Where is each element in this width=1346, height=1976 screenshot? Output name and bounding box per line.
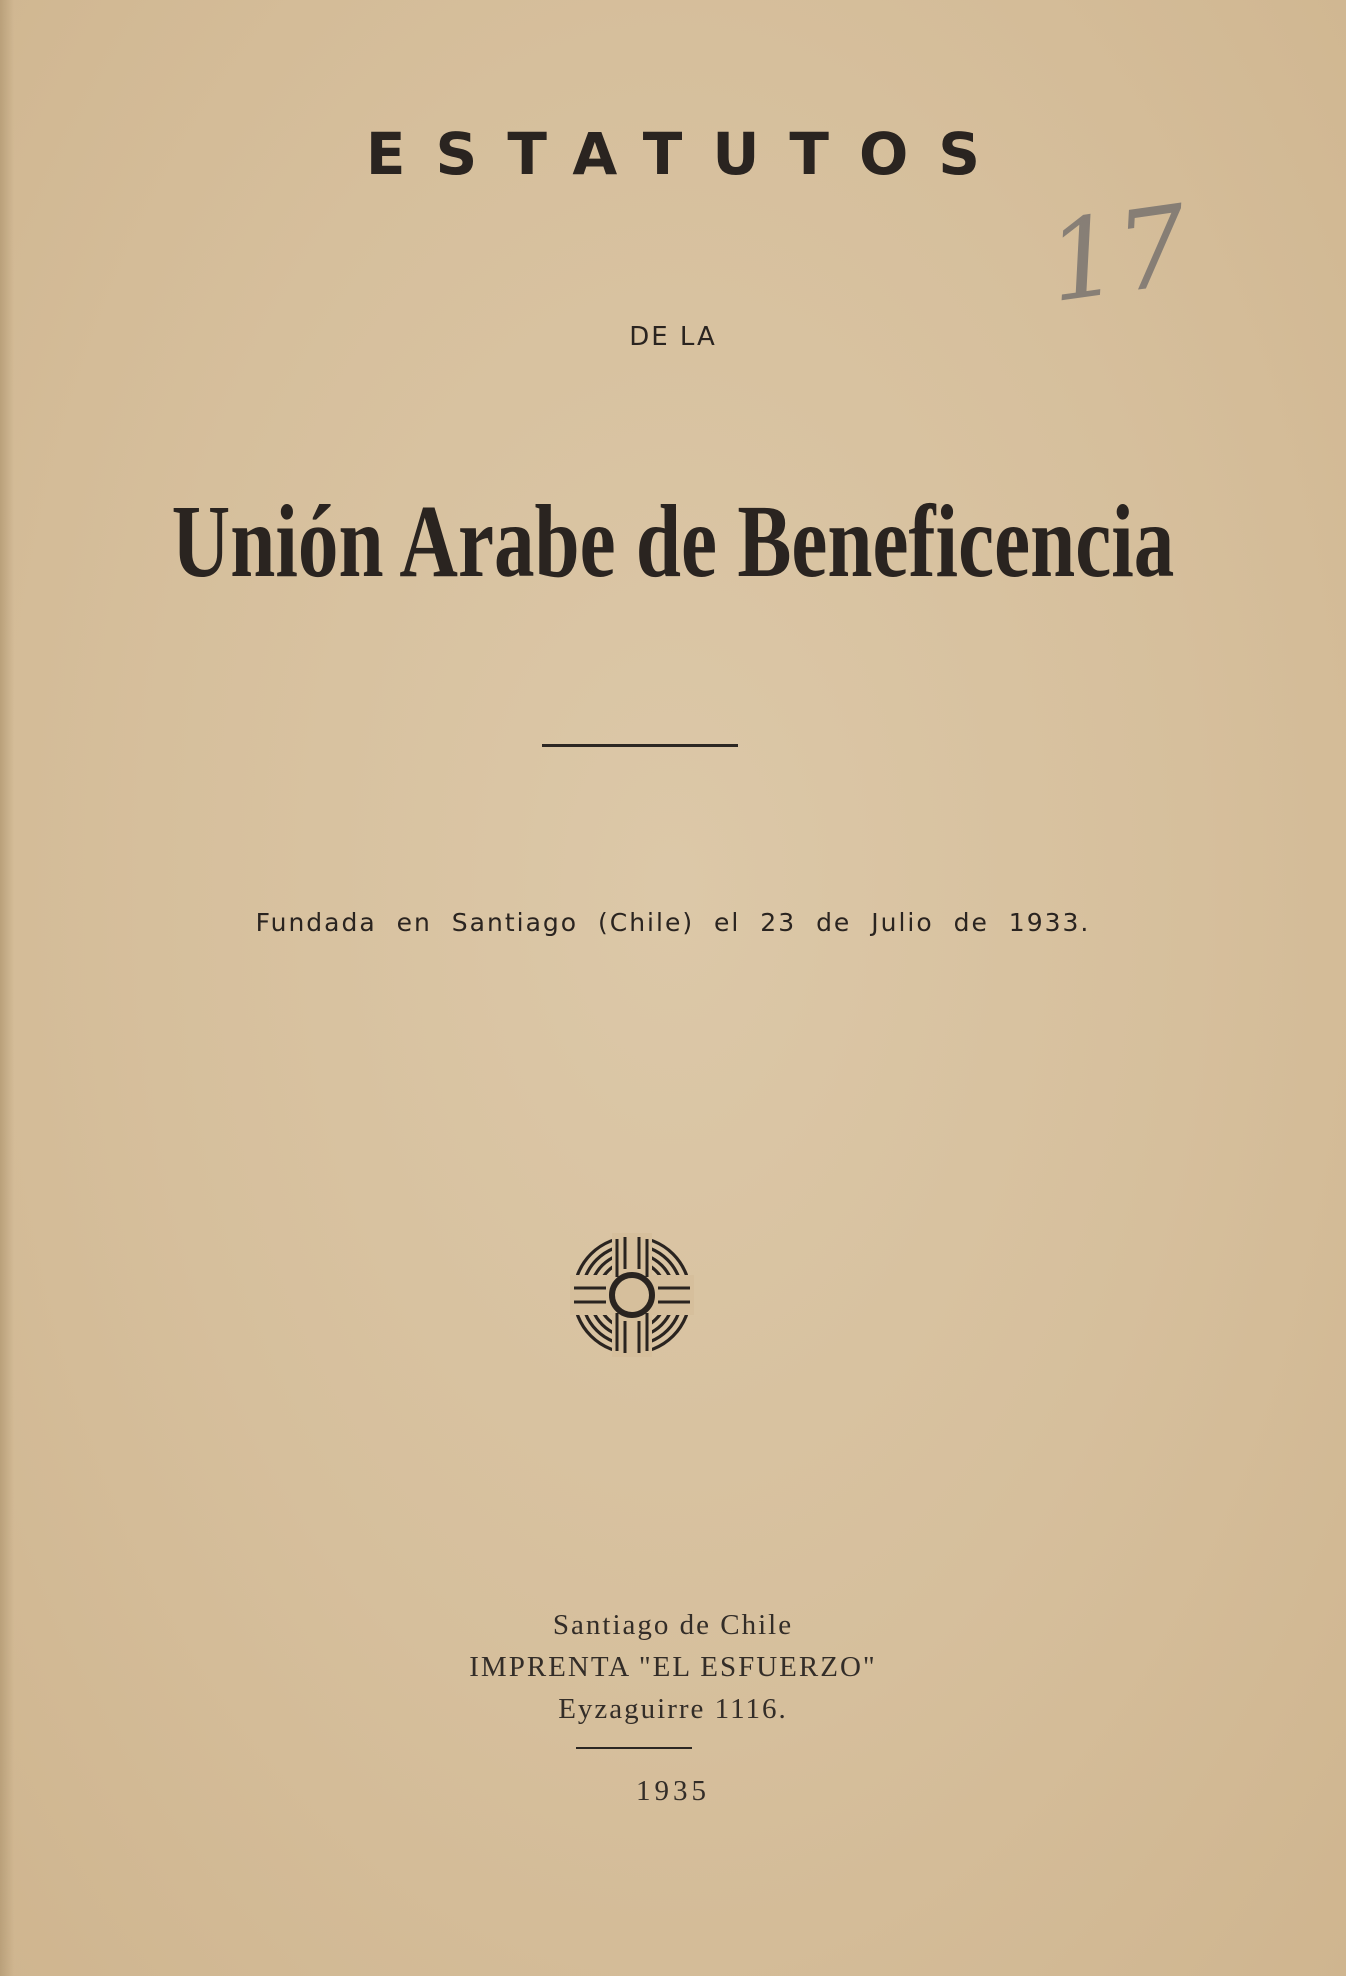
publication-year: 1935 xyxy=(636,1775,710,1807)
document-title: Unión Arabe de Beneficencia xyxy=(171,484,1175,599)
founding-line: Fundada en Santiago (Chile) el 23 de Julio de 1933. xyxy=(255,908,1091,937)
imprint-city: Santiago de Chile xyxy=(552,1609,794,1641)
connector-text: DE LA xyxy=(629,322,717,352)
heading-estatutos: ESTATUTOS xyxy=(365,120,1011,188)
imprint-printer: IMPRENTA "EL ESFUERZO" xyxy=(469,1651,877,1683)
imprint-block xyxy=(0,1604,1346,1730)
divider-rule xyxy=(542,744,738,747)
handwritten-number: 17 xyxy=(1039,180,1197,328)
emblem-icon xyxy=(570,1233,694,1357)
divider-rule-bottom xyxy=(576,1747,692,1749)
imprint-address: Eyzaguirre 1116. xyxy=(558,1693,788,1725)
